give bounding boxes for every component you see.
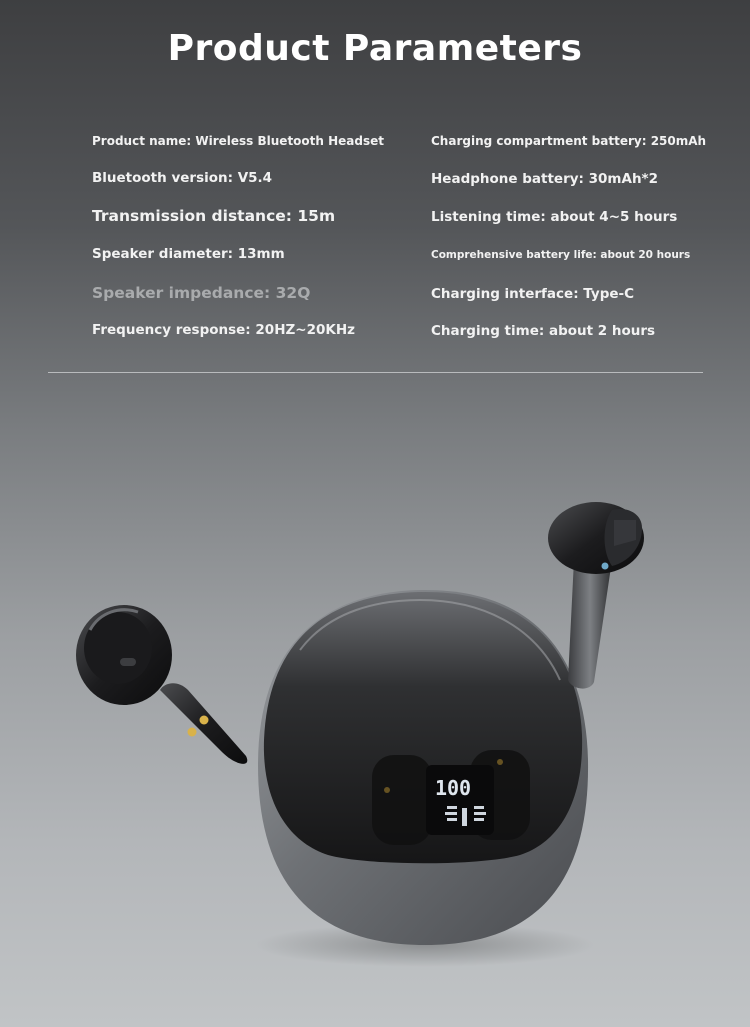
- spec-speaker-diameter: Speaker diameter: 13mm: [92, 246, 285, 262]
- spec-frequency-response: Frequency response: 20HZ~20KHz: [92, 322, 355, 338]
- battery-display-reading: 100: [434, 776, 472, 800]
- charging-case: [258, 590, 588, 945]
- page-title: Product Parameters: [167, 28, 583, 69]
- left-earbud: [76, 605, 247, 764]
- section-divider: [48, 372, 703, 373]
- charging-contact: [188, 728, 197, 737]
- charging-contact: [200, 716, 209, 725]
- spec-bluetooth-version: Bluetooth version: V5.4: [92, 170, 273, 186]
- spec-product-name: Product name: Wireless Bluetooth Headset: [92, 134, 385, 148]
- spec-headphone-battery: Headphone battery: 30mAh*2: [431, 171, 659, 187]
- spec-charging-time: Charging time: about 2 hours: [431, 323, 656, 339]
- earbuds-product-image: [0, 380, 750, 1027]
- spec-battery-life: Comprehensive battery life: about 20 hours: [431, 249, 691, 261]
- spec-transmission-distance: Transmission distance: 15m: [92, 207, 336, 225]
- spec-listening-time: Listening time: about 4~5 hours: [431, 209, 678, 225]
- spec-charging-interface: Charging interface: Type-C: [431, 286, 635, 302]
- indicator-light: [602, 563, 609, 570]
- spec-speaker-impedance: Speaker impedance: 32Q: [92, 284, 311, 302]
- spec-case-battery: Charging compartment battery: 250mAh: [431, 134, 707, 148]
